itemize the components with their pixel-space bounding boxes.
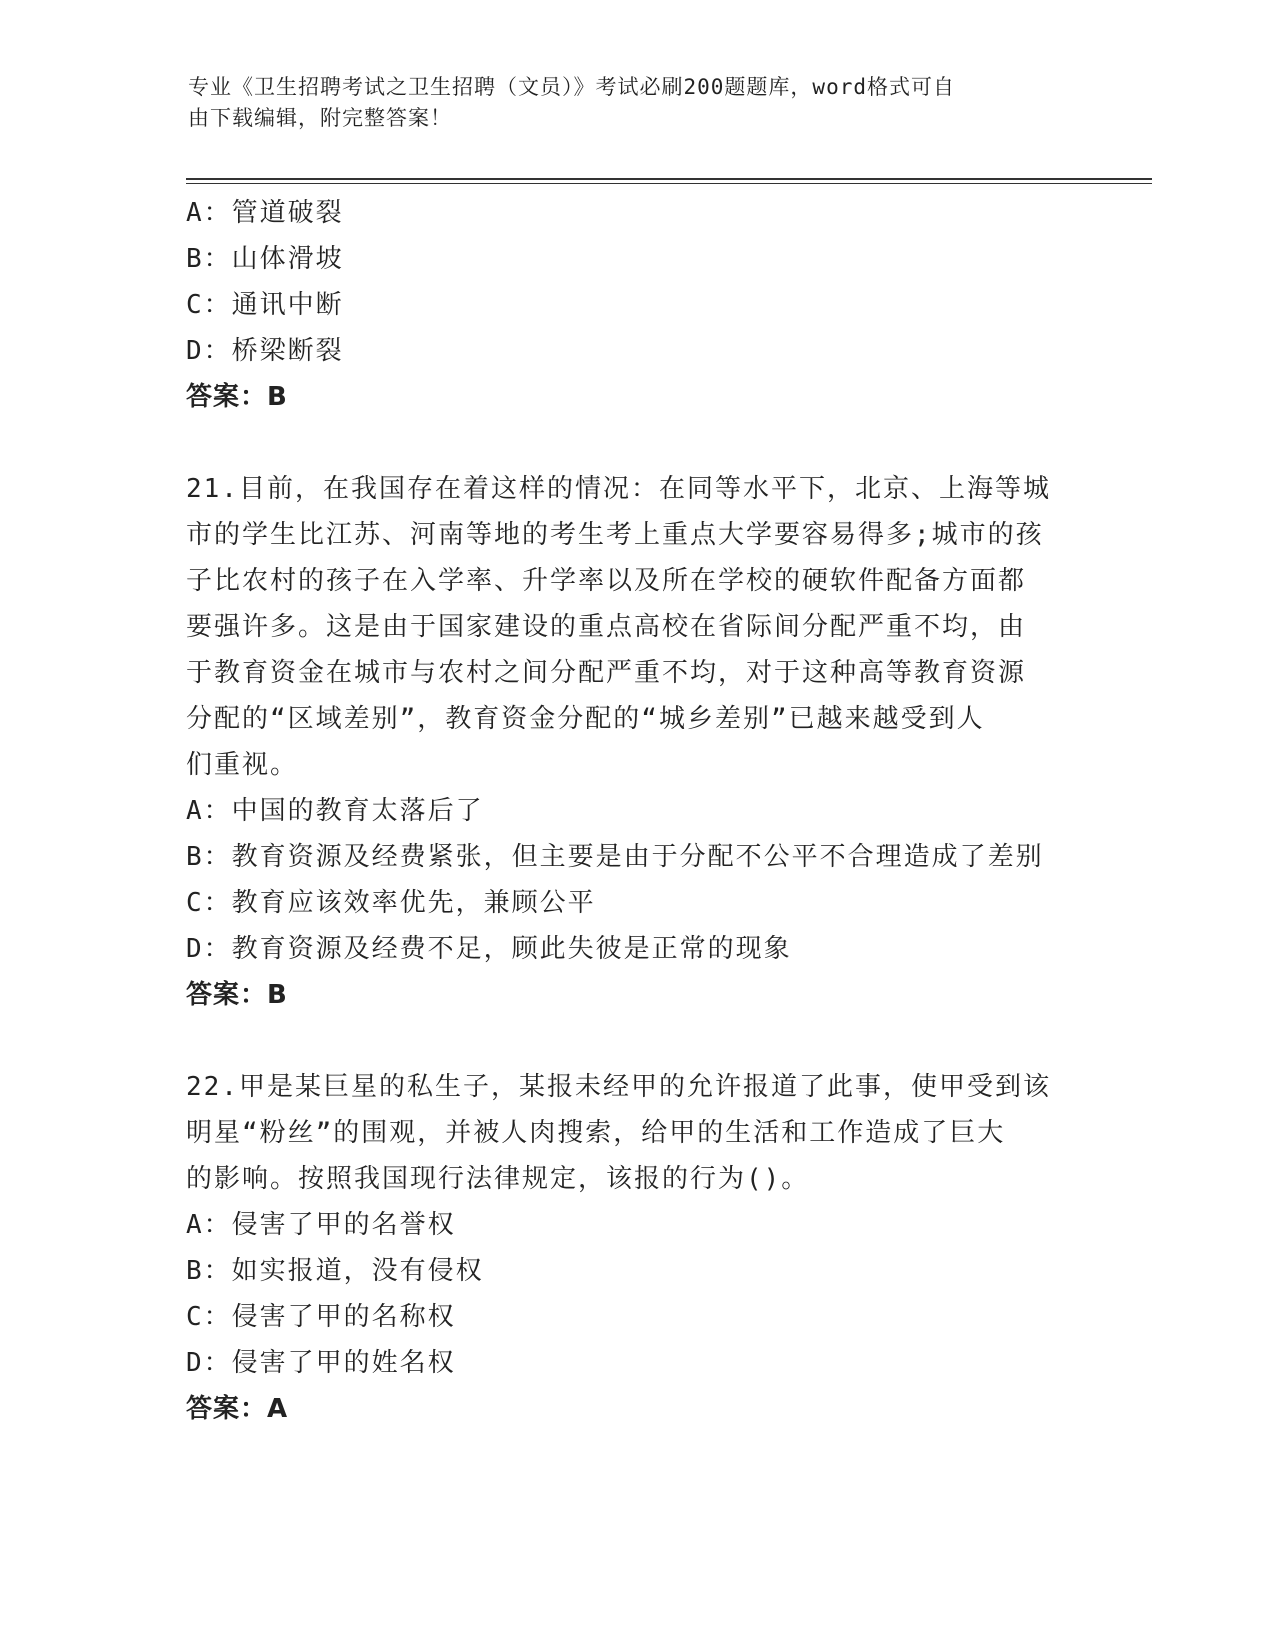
option-c: C：通讯中断 [186,290,344,320]
stem-line: 要强许多。这是由于国家建设的重点高校在省际间分配严重不均，由 [186,612,1027,642]
question-22 [186,1064,1146,1432]
option-a: A：管道破裂 [186,198,344,228]
question-21 [186,466,1146,1018]
stem-line: 的影响。按照我国现行法律规定，该报的行为()。 [186,1164,810,1194]
stem-line: 市的学生比江苏、河南等地的考生考上重点大学要容易得多;城市的孩 [186,520,1044,550]
answer: 答案：B [186,980,288,1010]
stem-line: 分配的“区域差别”，教育资金分配的“城乡差别”已越来越受到人 [186,704,985,734]
stem-line: 22.甲是某巨星的私生子，某报未经甲的允许报道了此事，使甲受到该 [186,1072,1051,1102]
option-a: A：中国的教育太落后了 [186,796,484,826]
stem-line: 于教育资金在城市与农村之间分配严重不均，对于这种高等教育资源 [186,658,1027,688]
answer: 答案：A [186,1394,289,1424]
option-c: C：侵害了甲的名称权 [186,1302,456,1332]
option-d: D：教育资源及经费不足，顾此失彼是正常的现象 [186,934,792,964]
question-20 [186,190,1146,420]
option-a: A：侵害了甲的名誉权 [186,1210,456,1240]
option-d: D：侵害了甲的姓名权 [186,1348,456,1378]
answer: 答案：B [186,382,288,412]
option-b: B：教育资源及经费紧张，但主要是由于分配不公平不合理造成了差别 [186,842,1044,872]
header-divider [186,178,1152,184]
header-line-1: 专业《卫生招聘考试之卫生招聘（文员）》考试必刷200题题库，word格式可自 [188,75,955,99]
stem-line: 们重视。 [186,750,299,780]
stem-line: 子比农村的孩子在入学率、升学率以及所在学校的硬软件配备方面都 [186,566,1027,596]
option-b: B：山体滑坡 [186,244,344,274]
option-c: C：教育应该效率优先，兼顾公平 [186,888,596,918]
question-content [186,190,1146,1432]
stem-line: 21.目前，在我国存在着这样的情况：在同等水平下，北京、上海等城 [186,474,1051,504]
header-line-2: 由下载编辑，附完整答案！ [188,106,452,130]
document-header [188,72,1068,134]
option-d: D：桥梁断裂 [186,336,344,366]
stem-line: 明星“粉丝”的围观，并被人肉搜索，给甲的生活和工作造成了巨大 [186,1118,1006,1148]
option-b: B：如实报道，没有侵权 [186,1256,484,1286]
